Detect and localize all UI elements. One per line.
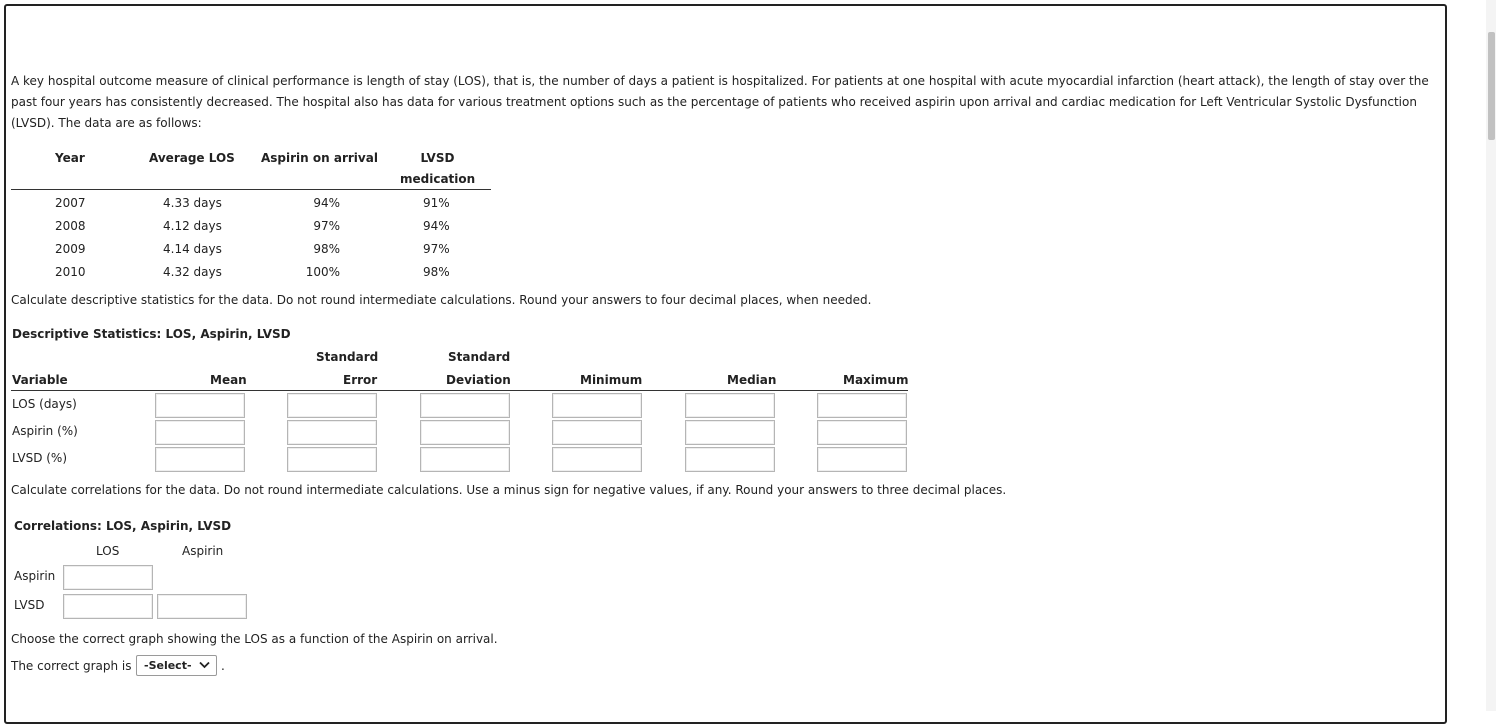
los-standard-deviation-input[interactable]: [420, 393, 510, 418]
aspirin-mean-input[interactable]: [155, 420, 245, 445]
aspirin-median-input[interactable]: [685, 420, 775, 445]
chevron-down-icon: [199, 661, 210, 669]
cell-aspirin: 98%: [313, 242, 340, 256]
row-label-los: LOS (days): [12, 397, 77, 411]
cell-aspirin: 94%: [313, 196, 340, 210]
descriptive-header-rule: [11, 390, 908, 391]
cell-los: 4.14 days: [163, 242, 222, 256]
cell-los: 4.32 days: [163, 265, 222, 279]
lvsd-median-input[interactable]: [685, 447, 775, 472]
cell-year: 2009: [55, 242, 86, 256]
header-standard-error-1: Standard: [316, 350, 379, 364]
correlations-col-los: LOS: [96, 544, 120, 558]
los-mean-input[interactable]: [155, 393, 245, 418]
cell-year: 2008: [55, 219, 86, 233]
header-standard-deviation-2: Deviation: [446, 373, 511, 387]
aspirin-maximum-input[interactable]: [817, 420, 907, 445]
cell-aspirin: 97%: [313, 219, 340, 233]
correlation-instruction: Calculate correlations for the data. Do not round intermediate calculations. Use a minus sign for negative values, if any. Round your answers to three decimal places.: [11, 483, 1007, 497]
los-median-input[interactable]: [685, 393, 775, 418]
header-median: Median: [727, 373, 777, 387]
row-label-aspirin: Aspirin (%): [12, 424, 78, 438]
header-aspirin-on-arrival: Aspirin on arrival: [261, 151, 378, 165]
los-standard-error-input[interactable]: [287, 393, 377, 418]
los-minimum-input[interactable]: [552, 393, 642, 418]
aspirin-minimum-input[interactable]: [552, 420, 642, 445]
cell-los: 4.12 days: [163, 219, 222, 233]
corr-lvsd-los-input[interactable]: [63, 594, 153, 619]
lvsd-standard-deviation-input[interactable]: [420, 447, 510, 472]
aspirin-standard-error-input[interactable]: [287, 420, 377, 445]
graph-select-dropdown[interactable]: [136, 655, 217, 676]
header-standard-deviation-1: Standard: [448, 350, 511, 364]
graph-select-value: -Select-: [144, 659, 192, 672]
corr-aspirin-los-input[interactable]: [63, 565, 153, 590]
descriptive-title: Descriptive Statistics: LOS, Aspirin, LVSD: [12, 327, 291, 341]
cell-los: 4.33 days: [163, 196, 222, 210]
correlations-title: Correlations: LOS, Aspirin, LVSD: [14, 519, 232, 533]
header-maximum: Maximum: [843, 373, 909, 387]
graph-prompt-period: .: [221, 659, 225, 673]
cell-lvsd: 97%: [423, 242, 450, 256]
descriptive-instruction: Calculate descriptive statistics for the data. Do not round intermediate calculations. Round your answers to four decimal places, when needed.: [11, 293, 872, 307]
problem-intro: A key hospital outcome measure of clinical performance is length of stay (LOS), that is, the number of days a patient is hospitalized. For patients at one hospital with acute myocardial infarction (heart attack), the length of stay over the past four years has consistently decreased. The hospital also has data for various treatment options such as the percentage of patients who received aspirin upon arrival and cardiac medication for Left Ventricular Systolic Dysfunction (LVSD). The data are as follows:: [11, 74, 1429, 130]
graph-instruction: Choose the correct graph showing the LOS as a function of the Aspirin on arrival.: [11, 632, 498, 646]
graph-prompt: The correct graph is: [11, 659, 132, 673]
correlations-col-aspirin: Aspirin: [182, 544, 224, 558]
correlations-row-aspirin: Aspirin: [14, 569, 56, 583]
cell-year: 2010: [55, 265, 86, 279]
header-year: Year: [55, 151, 85, 165]
header-lvsd: LVSD: [420, 151, 455, 165]
scrollbar-thumb[interactable]: [1488, 32, 1495, 140]
header-standard-error-2: Error: [343, 373, 378, 387]
header-variable: Variable: [12, 373, 68, 387]
correlations-row-lvsd: LVSD: [14, 598, 45, 612]
cell-year: 2007: [55, 196, 86, 210]
cell-lvsd: 98%: [423, 265, 450, 279]
cell-lvsd: 94%: [423, 219, 450, 233]
header-average-los: Average LOS: [149, 151, 235, 165]
cell-aspirin: 100%: [305, 265, 340, 279]
los-maximum-input[interactable]: [817, 393, 907, 418]
aspirin-standard-deviation-input[interactable]: [420, 420, 510, 445]
lvsd-standard-error-input[interactable]: [287, 447, 377, 472]
row-label-lvsd: LVSD (%): [12, 451, 68, 465]
header-mean: Mean: [210, 373, 247, 387]
corr-lvsd-aspirin-input[interactable]: [157, 594, 247, 619]
header-minimum: Minimum: [580, 373, 643, 387]
cell-lvsd: 91%: [423, 196, 450, 210]
lvsd-maximum-input[interactable]: [817, 447, 907, 472]
lvsd-minimum-input[interactable]: [552, 447, 642, 472]
data-table-header-rule: [11, 189, 491, 190]
header-medication: medication: [400, 172, 476, 186]
lvsd-mean-input[interactable]: [155, 447, 245, 472]
page-scrollbar[interactable]: [1486, 0, 1496, 711]
